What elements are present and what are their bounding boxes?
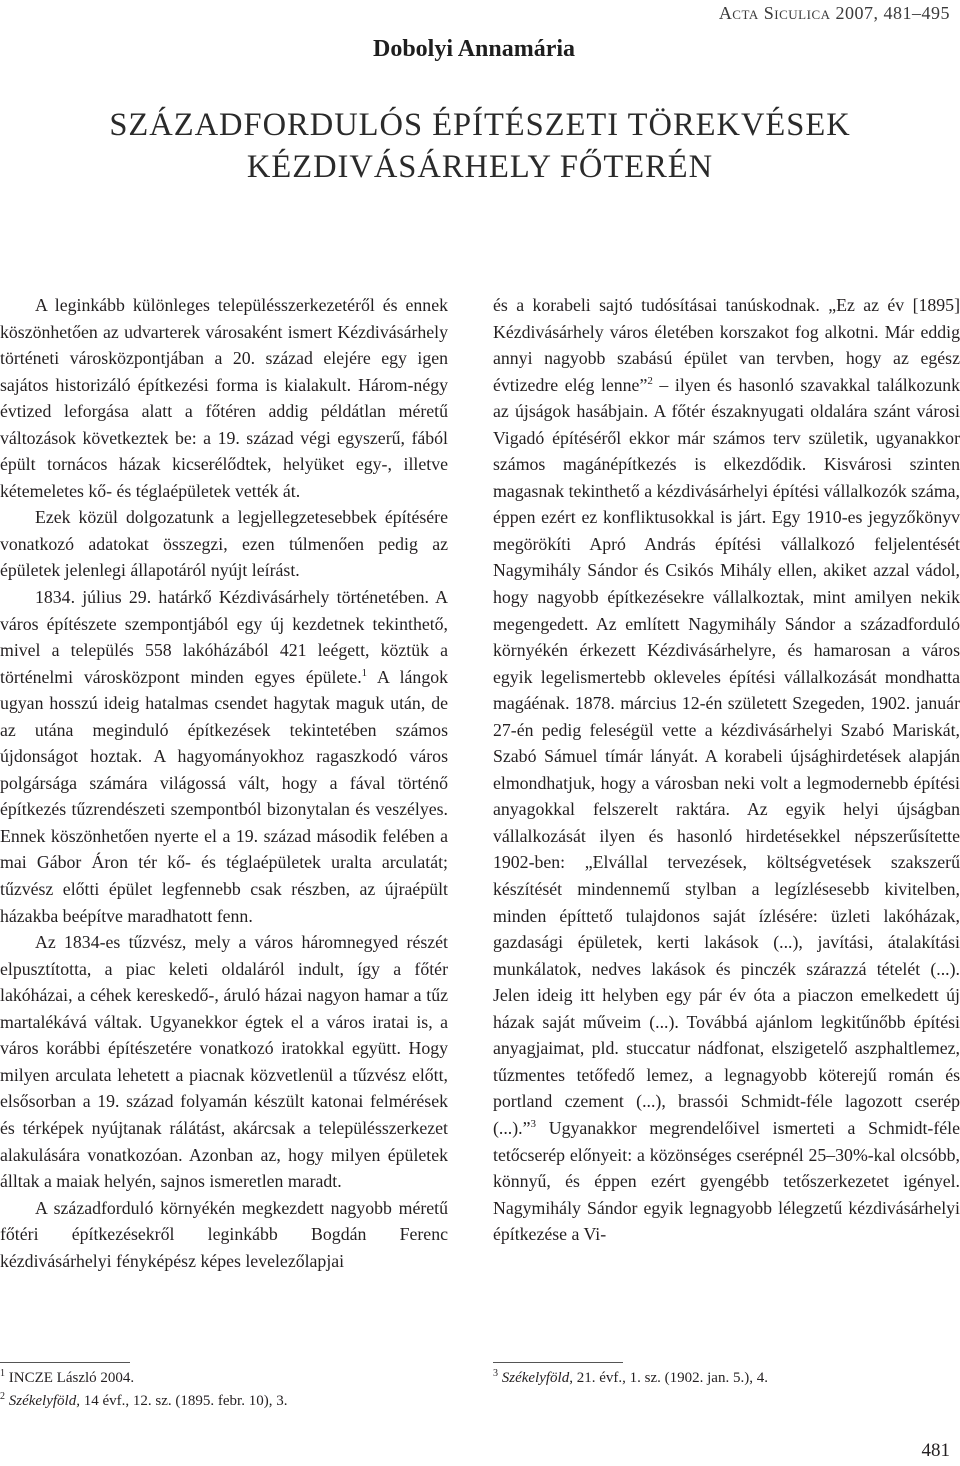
footnote-2: [0, 1391, 287, 1411]
footnote-1-number: 1: [0, 1368, 5, 1379]
footnote-2-number: 2: [0, 1391, 5, 1402]
footnote-3-text: , 21. évf., 1. sz. (1902. jan. 5.), 4.: [569, 1370, 768, 1386]
footnote-ref-1[interactable]: 1: [361, 666, 368, 679]
author-name: Dobolyi Annamária: [373, 36, 576, 62]
paragraph-3: [0, 584, 448, 929]
footnote-2-source: Székelyföld,: [5, 1393, 80, 1409]
paragraph-6-text-b: – ilyen és hasonló szavakkal találkozunk az újságok hasábjain. A főtér északnyugati oldalára szánt városi Vigadó építéséről ekkor már számos terv születik, ugyanakkor számos magánépítkezés is elkezdődik. Kisvárosi szinten magasnak tekinthető a kézdivásárhelyi építési vállalkozók száma, éppen ezért ez konfliktusokkal is járt. Egy 1910-es jegyzőkönyv megörökíti Apró András építési vállalkozó feljelentését Nagymihály Sándor és Csikós Mihály ellen, akiket azzal vádol, hogy nagyobb építkezésekre vállalkoztak, mint amilyen nekik megengedett. Az említett Nagymihály Sándor a századforduló környékén érkezett Kézdivásárhelyre, és hamarosan a város egyik legelismertebb okleveles építési vállalkozását mondhatta magáénak. 1878. március 12-én született Szegeden, 1902. január 27-én pedig feleségül vette a kézdivásárhelyi Szabó Mariskát, Szabó Sámuel tímár lányát. A korabeli újsághirdetések alapján elmondhatjuk, hogy a városban neki volt a legmodernebb építési anyagokkal felszerelt raktára. Az egyik helyi újságban vállalkozását ilyen és hasonló hirdetésekkel népszerűsítette 1902-ben: „Elvállal tervezések, költségvetések szakszerű készítését mindennemű stylban a legízlésesebb kivitelben, minden építtető tulajdonos saját ízlésére: üzleti lakóházak, gazdasági épületek, kerti lakások (...), javítási, átalakítási munkálatok, nedves lakások és pinczék szárazzá tételét (...). Jelen ideig itt helyben egy pár év óta a piaczon emelkedett új házak saját műveim (...). Továbbá ajánlom legkitűnőbb építési anyagjaimat, pld. stuccatur nádfonat, elszigetelő aszphaltlemez, tűzmentes tetőfedő lemez, a legnagyobb köterejű román és portland czement (...), brassói Schmidt-féle lagozott cserép (...).”: [493, 374, 960, 1138]
footnote-ref-2[interactable]: 2: [647, 374, 653, 387]
paragraph-4: Az 1834-es tűzvész, mely a város háromnegyed részét elpusztította, a piac keleti oldaláról indult, így a főtér lakóházai, a céhek kereskedő-, áruló házai nagyon hamar a tűz martalékává váltak. Ugyanekkor égtek el a város iratai is, a város korábbi építészetére vonatkozó iratokkal együtt. Hogy milyen arculata lehetett a piacnak közvetlenül a tűzvész előtt, elsősorban a 19. század folyamán készült katonai felmérések és térképek nyújtanak rálátást, akárcsak a településszerkezet alakulására vonatkozóan. Azonban az, hogy milyen épületek álltak a maiak helyén, sajnos ismeretlen maradt.: [0, 932, 448, 1192]
footnote-2-text: 14 évf., 12. sz. (1895. febr. 10), 3.: [79, 1393, 288, 1409]
footnote-ref-3[interactable]: 3: [530, 1118, 537, 1131]
article-title: [0, 104, 960, 188]
paragraph-2: Ezek közül dolgozatunk a legjellegzetesebbek építésére vonatkozó adatokat összegzi, ezen túlmenően pedig az épületek jelenlegi állapotáról nyújt leírást.: [0, 507, 448, 581]
paragraph-6-text-c: Ugyanakkor megrendelőivel ismerteti a Schmidt-féle tetőcserép előnyeit: a közönséges cserépnél 25–30%-kal olcsóbb, könnyű, és éppen ezért gyengébb tetőszerkezetet igényel. Nagymihály Sándor egyik legnagyobb lélegzetű kézdivásárhelyi építkezése a Vi-: [493, 1117, 960, 1245]
footnote-3-source: Székelyföld: [498, 1370, 570, 1386]
paragraph-3-text-a: 1834. július 29. határkő Kézdivásárhely történetében. A város építészete szempontjából egy új kezdetnek tekinthető, mivel a település 558 lakóházából 421 leégett, köztük a történelmi városközpont minden egyes épülete.: [0, 587, 448, 687]
page-number: 481: [921, 1440, 950, 1461]
footnote-3: [493, 1368, 768, 1388]
title-line-1: SZÁZADFORDULÓS ÉPÍTÉSZETI TÖREKVÉSEK: [109, 107, 851, 143]
title-line-2: KÉZDIVÁSÁRHELY FŐTERÉN: [246, 149, 714, 185]
footnote-3-number: 3: [493, 1368, 498, 1379]
footnote-1-text: INCZE László 2004.: [5, 1370, 135, 1386]
paragraph-6: [493, 292, 960, 1248]
footnote-1: [0, 1368, 134, 1388]
journal-reference: Acta Siculica 2007, 481–495: [718, 3, 950, 23]
paragraph-3-text-b: A lángok ugyan hosszú ideig hatalmas csendet hagytak maguk után, de az utána meginduló építkezések tekintetében számos újdonságot hoztak. A hagyományokhoz ragaszkodó város polgársága számára világossá vált, hogy a fával történő építkezés tűzrendészeti szempontból bizonytalan és veszélyes. Ennek köszönhetően nyerte el a 19. század második felében a mai Gábor Áron tér kő- és téglaépületek uralta arculatát; tűzvész előtti épület legfennebb csak részben, az újraépült házakba beépítve maradhatott fenn.: [0, 666, 448, 926]
footnote-divider-right: [493, 1362, 623, 1363]
right-column: [493, 292, 960, 1248]
footnote-divider-left: [0, 1362, 130, 1363]
paragraph-5: A századforduló környékén megkezdett nagyobb méretű főtéri építkezésekről leginkább Bogdán Ferenc kézdivásárhelyi fényképész képes levelezőlapjai: [0, 1197, 448, 1271]
paragraph-1: A leginkább különleges településszerkezetéről és ennek köszönhetően az udvarterek városaként ismert Kézdivásárhely történeti városközpontjában a 20. század elejére egy igen sajátos historizáló építkezési forma is kialakult. Három-négy évtized leforgása alatt a főtéren addig példátlan méretű változások következtek be: a 19. század végi egyszerű, fából épült tornácos házak kicserélődtek, helyüket egy-, illetve kétemeletes kő- és téglaépületek vették át.: [0, 295, 448, 501]
paragraph-6-text-a: és a korabeli sajtó tudósításai tanúskodnak. „Ez az év [1895] Kézdivásárhely város életében korszakot fog alkotni. Már eddig annyi nagyobb szabású épület van tervben, hogy az egész évtizedre elég lenne”: [493, 295, 960, 395]
left-column: [0, 292, 448, 1274]
